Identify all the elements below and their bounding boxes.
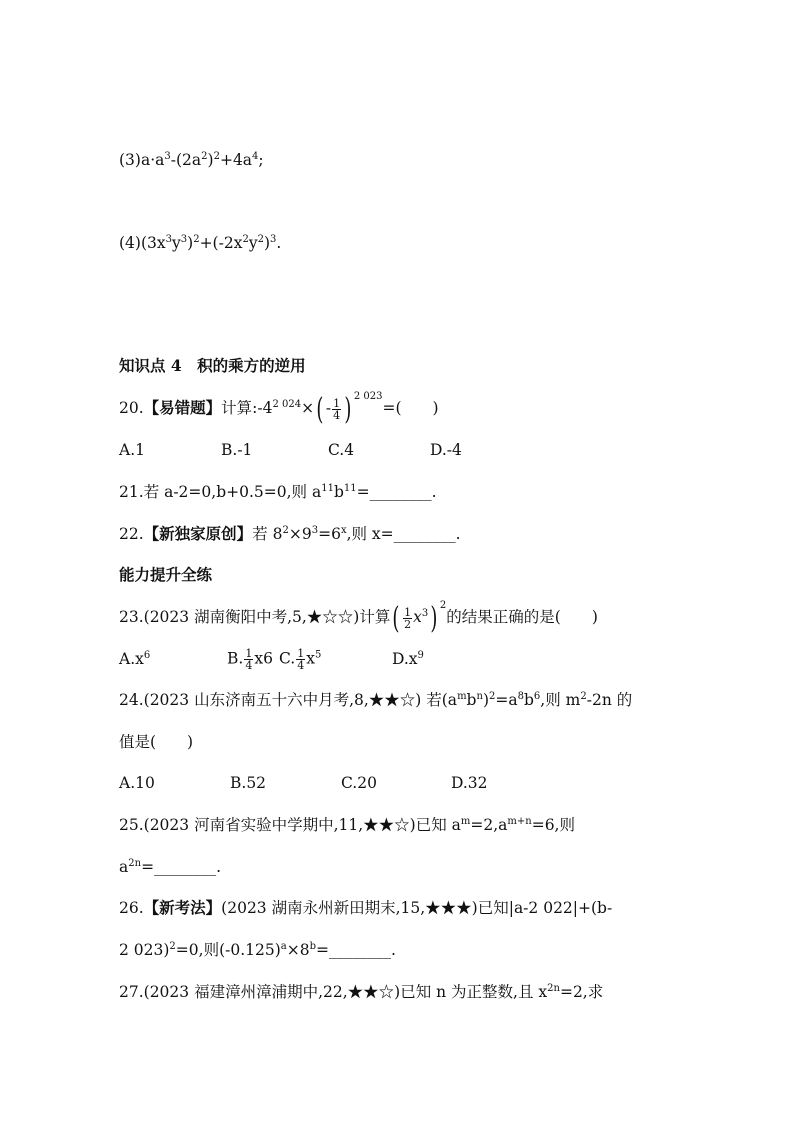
p3-exp: 2 — [201, 151, 208, 162]
p3-text-f: ; — [258, 151, 264, 169]
option-a: A.10 — [119, 774, 155, 792]
fraction — [244, 648, 253, 671]
option-d: D.-4 — [430, 441, 462, 459]
p4-exp: 3 — [180, 234, 188, 245]
q23-options — [119, 648, 424, 671]
left-paren: ( — [316, 392, 324, 427]
q26-number: 26. — [119, 899, 144, 917]
q24-text: b — [466, 691, 477, 709]
q21-text: b — [333, 483, 344, 501]
section-heading-ability: 能力提升全练 — [119, 565, 213, 584]
q24-text: ,则 m — [540, 691, 581, 709]
option-b — [227, 648, 279, 671]
q20-times: × — [301, 399, 315, 417]
q23-text: 的结果正确的是( ) — [446, 608, 598, 626]
fraction-numerator: 1 — [333, 396, 341, 410]
q26-text: (2023 湖南永州新田期末,15,★★★)已知|a-2 022|+(b- — [221, 899, 613, 917]
q25-text: . — [216, 858, 221, 876]
q26-exp: b — [309, 941, 317, 952]
question-21 — [119, 482, 437, 502]
q27-text: 27.(2023 福建漳州漳浦期中,22,★★☆)已知 n 为正整数,且 x — [119, 983, 548, 1001]
q24-exp: 6 — [533, 691, 541, 702]
q21-text: 21.若 a-2=0,b+0.5=0,则 a — [119, 483, 322, 501]
q24-exp: n — [476, 691, 483, 702]
question-25 — [119, 815, 575, 835]
q26-text: = — [316, 941, 330, 959]
p4-text-c: ) — [187, 234, 194, 252]
p3-text-b: -(2a — [170, 151, 202, 169]
fraction-numerator: 1 — [404, 605, 412, 619]
p4-exp: 3 — [270, 234, 277, 245]
q22-exp: 3 — [311, 525, 319, 536]
q26-text: ×8 — [286, 941, 310, 959]
q20-answer-paren: =( ) — [382, 399, 439, 417]
q25-exp: m — [460, 816, 471, 827]
q22-number: 22. — [119, 525, 144, 543]
p3-text-c: ) — [207, 151, 214, 169]
option-a — [119, 649, 227, 669]
p3-exp: 4 — [252, 151, 259, 162]
q20-exp: 2 024 — [272, 399, 302, 410]
q22-text: =6 — [318, 525, 341, 543]
q22-exp: x — [340, 525, 347, 536]
q22-text: 若 8 — [252, 525, 283, 543]
q25-exp: m+n — [507, 816, 532, 827]
question-23 — [119, 600, 598, 636]
q24-text: 24.(2023 山东济南五十六中月考,8,★★☆) 若(a — [119, 691, 458, 709]
q26-text: 2 023) — [119, 941, 170, 959]
option-d-text: D.x — [392, 649, 418, 668]
option-b-text: x6 — [254, 649, 273, 668]
fraction-numerator: 1 — [297, 647, 305, 660]
q27-text: =2,求 — [559, 983, 604, 1001]
p3-text-a: (3)a·a — [119, 151, 165, 169]
q26-text: =0,则(-0.125) — [175, 941, 281, 959]
q22-tag: 【新独家原创】 — [143, 524, 253, 543]
q26-line2 — [119, 940, 396, 960]
question-27 — [119, 982, 603, 1002]
q25-exp: 2n — [128, 858, 142, 869]
right-paren: ) — [430, 601, 438, 636]
q25-text: a — [119, 858, 129, 876]
right-paren: ) — [344, 392, 352, 427]
p3-exp: 2 — [213, 151, 220, 162]
q26-exp: 2 — [169, 941, 176, 952]
option-exp: 6 — [143, 649, 151, 661]
q22-exp: 2 — [282, 525, 289, 536]
option-c: C.4 — [328, 441, 355, 459]
p4-exp: 2 — [257, 234, 264, 245]
p3-exp: 3 — [164, 151, 171, 162]
p4-exp: 3 — [165, 234, 172, 245]
option-c: C.20 — [341, 774, 377, 792]
option-d — [392, 649, 424, 669]
q25-text: =6,则 — [531, 816, 575, 834]
q24-options — [119, 773, 488, 793]
fraction-denominator: 4 — [245, 659, 253, 672]
fraction-denominator: 4 — [333, 408, 341, 422]
option-a: A.1 — [119, 441, 145, 459]
q24-text: =a — [495, 691, 518, 709]
p4-text-d: +(-2x — [199, 234, 243, 252]
q21-exp: 11 — [321, 483, 334, 494]
variable-x: x — [413, 608, 422, 626]
answer-blank: ________ — [329, 941, 392, 959]
q22-text: . — [455, 525, 461, 543]
answer-blank: ________ — [154, 858, 217, 876]
p4-exp: 2 — [193, 234, 200, 245]
p4-text-b: y — [171, 234, 181, 252]
q25-text: =2,a — [470, 816, 508, 834]
fraction — [296, 648, 305, 671]
option-d: D.32 — [451, 774, 488, 792]
fraction — [332, 398, 341, 421]
q26-exp: a — [280, 941, 287, 952]
option-c-label: C. — [279, 649, 296, 668]
q20-minus: - — [325, 399, 332, 417]
q25-line2 — [119, 857, 221, 877]
q25-text: 25.(2023 河南省实验中学期中,11,★★☆)已知 a — [119, 816, 461, 834]
q20-options — [119, 440, 462, 460]
option-b: B.52 — [230, 774, 267, 792]
fraction-numerator: 1 — [245, 647, 253, 660]
q20-tag: 【易错题】 — [143, 398, 222, 417]
q20-text: 计算:-4 — [221, 399, 273, 417]
answer-blank: ________ — [369, 483, 432, 501]
q24-text: b — [523, 691, 534, 709]
p4-text-g: ) — [263, 234, 271, 252]
question-22 — [119, 524, 461, 544]
option-c — [279, 648, 392, 671]
q25-text: = — [141, 858, 155, 876]
q22-text: ,则 x= — [346, 525, 394, 543]
fraction — [403, 607, 412, 630]
q23-text: 23.(2023 湖南衡阳中考,5,★☆☆)计算 — [119, 608, 391, 626]
p4-text-a: (4)(3x — [119, 234, 166, 252]
p4-text-h: . — [276, 234, 282, 252]
fraction-denominator: 2 — [404, 617, 412, 631]
question-24 — [119, 690, 632, 710]
option-a-text: A.x — [119, 649, 144, 668]
fraction-denominator: 4 — [297, 659, 305, 672]
question-26 — [119, 898, 612, 918]
section-heading-knowledge-point: 知识点 4 积的乘方的逆用 — [119, 356, 306, 375]
q24-text: -2n 的 — [586, 691, 633, 709]
p3-text-d: +4a — [219, 151, 253, 169]
problem-3 — [119, 150, 264, 170]
q22-text: ×9 — [288, 525, 312, 543]
q24-exp: 2 — [580, 691, 587, 702]
q24-exp: 8 — [517, 691, 524, 702]
q27-exp: 2n — [547, 983, 560, 994]
p4-text-f: y — [248, 234, 258, 252]
q21-text: = — [356, 483, 370, 501]
option-exp: 5 — [314, 649, 322, 661]
problem-4 — [119, 233, 281, 253]
q24-exp: 2 — [489, 691, 496, 702]
q23-exp: 2 — [439, 600, 447, 611]
p4-exp: 2 — [242, 234, 249, 245]
option-b-label: B. — [227, 649, 244, 668]
q24-text: ) — [482, 691, 489, 709]
q20-exp: 2 023 — [353, 391, 383, 402]
answer-blank: ________ — [393, 525, 456, 543]
left-paren: ( — [392, 601, 400, 636]
option-exp: 9 — [417, 649, 424, 661]
q20-number: 20. — [119, 399, 144, 417]
option-b: B.-1 — [221, 441, 253, 459]
q24-line2: 值是( ) — [119, 733, 194, 751]
q26-text: . — [391, 941, 396, 959]
question-20 — [119, 391, 439, 427]
q23-exp: 3 — [421, 608, 429, 619]
q24-exp: m — [457, 691, 467, 702]
q21-exp: 11 — [343, 483, 357, 494]
q21-text: . — [431, 483, 437, 501]
option-c-text: x — [306, 649, 315, 668]
q26-tag: 【新考法】 — [143, 898, 222, 917]
